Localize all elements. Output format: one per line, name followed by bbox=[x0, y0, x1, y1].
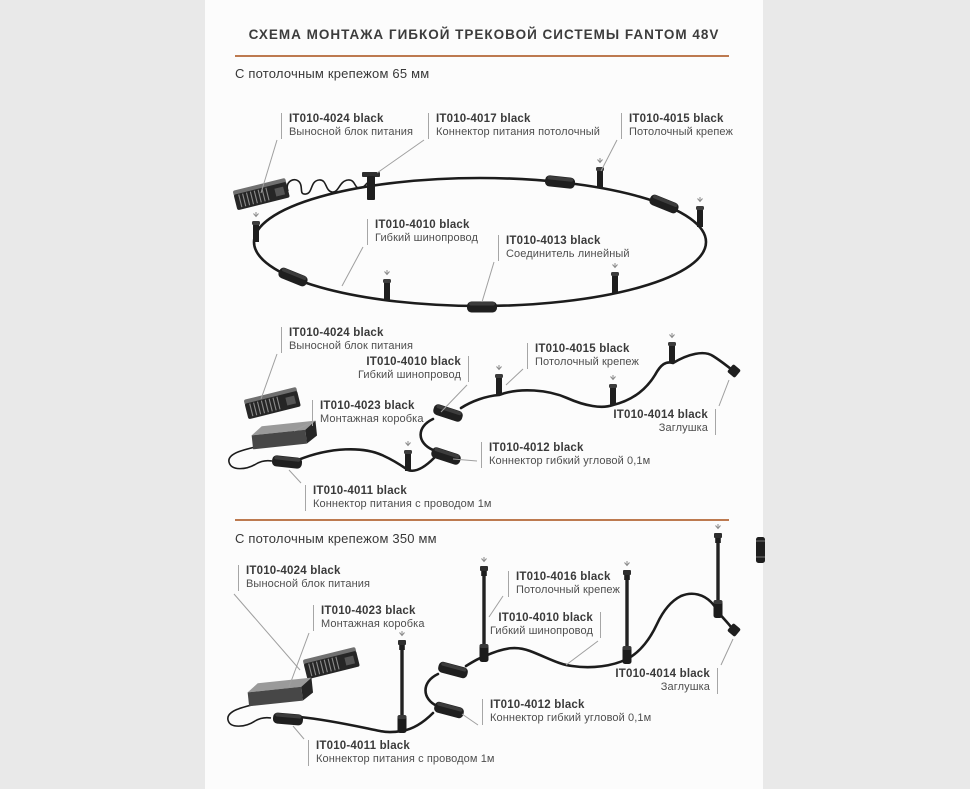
part-label-4015 bbox=[621, 113, 733, 139]
part-desc: Потолочный крепеж bbox=[535, 356, 639, 368]
part-label-4011 bbox=[305, 485, 492, 511]
page-title: СХЕМА МОНТАЖА ГИБКОЙ ТРЕКОВОЙ СИСТЕМЫ FANTOM 48V bbox=[248, 27, 720, 42]
part-label-4023 bbox=[313, 605, 425, 631]
part-desc: Заглушка bbox=[658, 422, 708, 434]
track-ellipse bbox=[254, 178, 706, 306]
power-supply-unit bbox=[233, 178, 290, 210]
part-desc: Потолочный крепеж bbox=[516, 584, 620, 596]
part-desc: Выносной блок питания bbox=[289, 126, 414, 138]
power-supply-unit bbox=[244, 387, 301, 419]
power-wire-loop bbox=[228, 703, 271, 726]
part-label-4024 bbox=[281, 327, 413, 353]
power-supply-unit bbox=[303, 647, 360, 679]
ceiling-rod-350 bbox=[714, 524, 723, 618]
part-desc: Коннектор гибкий угловой 0,1м bbox=[490, 712, 652, 724]
power-connector-wire bbox=[273, 712, 304, 726]
part-code: IT010-4010 black bbox=[375, 219, 470, 231]
part-label-4012 bbox=[481, 442, 650, 468]
part-desc: Коннектор гибкий угловой 0,1м bbox=[489, 455, 651, 467]
power-wire-loop bbox=[229, 445, 272, 469]
ceiling-mount-pin bbox=[696, 197, 704, 227]
part-desc: Выносной блок питания bbox=[289, 340, 414, 352]
part-label-4013 bbox=[498, 235, 630, 261]
ceiling-mount-pin bbox=[495, 365, 503, 395]
part-desc: Потолочный крепеж bbox=[629, 126, 733, 138]
part-label-4015 bbox=[527, 343, 639, 369]
section-heading-350mm: С потолочным крепежом 350 мм bbox=[235, 531, 437, 546]
part-desc: Гибкий шинопровод bbox=[357, 369, 461, 381]
part-desc: Гибкий шинопровод bbox=[489, 625, 593, 637]
flex-corner-connector bbox=[437, 661, 469, 679]
linear-connector bbox=[545, 175, 576, 189]
part-label-4011 bbox=[308, 740, 495, 766]
part-code: IT010-4017 black bbox=[436, 113, 531, 125]
linear-connector bbox=[648, 193, 680, 214]
ceiling-mount-pin bbox=[383, 270, 391, 300]
ceiling-mount-pin bbox=[609, 375, 617, 405]
ceiling-rod-350 bbox=[480, 557, 489, 662]
part-desc: Коннектор питания потолочный bbox=[436, 126, 600, 138]
part-code: IT010-4012 black bbox=[489, 442, 584, 454]
part-code: IT010-4011 black bbox=[316, 740, 410, 752]
part-label-4024 bbox=[281, 113, 413, 139]
part-code: IT010-4014 black bbox=[615, 668, 710, 680]
part-label-4010 bbox=[358, 356, 469, 382]
part-label-4010 bbox=[490, 612, 601, 638]
ceiling-rod-350 bbox=[398, 631, 407, 733]
part-label-4014 bbox=[613, 409, 716, 435]
part-label-4017 bbox=[428, 113, 600, 139]
part-desc: Монтажная коробка bbox=[321, 618, 425, 630]
part-code: IT010-4010 black bbox=[366, 356, 461, 368]
part-code: IT010-4014 black bbox=[613, 409, 708, 421]
mounting-box bbox=[251, 421, 318, 450]
part-label-4012 bbox=[482, 699, 651, 725]
edge-track-piece bbox=[756, 537, 765, 563]
part-code: IT010-4024 black bbox=[246, 565, 341, 577]
flex-corner-connector bbox=[432, 403, 464, 423]
part-code: IT010-4013 black bbox=[506, 235, 601, 247]
ceiling-mount-pin bbox=[404, 441, 412, 471]
part-code: IT010-4023 black bbox=[320, 400, 415, 412]
ceiling-mount-pin bbox=[252, 212, 260, 242]
ceiling-mount-pin bbox=[611, 263, 619, 293]
part-code: IT010-4011 black bbox=[313, 485, 407, 497]
part-desc: Монтажная коробка bbox=[320, 413, 424, 425]
part-label-4014 bbox=[615, 668, 718, 694]
ceiling-mount-pin bbox=[596, 158, 604, 188]
part-code: IT010-4012 black bbox=[490, 699, 585, 711]
power-connector-wire bbox=[272, 455, 303, 469]
part-label-4016 bbox=[508, 571, 620, 597]
linear-connector bbox=[277, 266, 309, 287]
power-wire-squiggle bbox=[287, 180, 369, 194]
part-desc: Выносной блок питания bbox=[246, 578, 371, 590]
part-code: IT010-4015 black bbox=[535, 343, 630, 355]
part-desc: Коннектор питания с проводом 1м bbox=[316, 753, 495, 765]
part-code: IT010-4016 black bbox=[516, 571, 611, 583]
section-heading-65mm: С потолочным крепежом 65 мм bbox=[235, 66, 430, 81]
part-label-4023 bbox=[312, 400, 424, 426]
mounting-box bbox=[247, 678, 314, 707]
part-code: IT010-4010 black bbox=[498, 612, 593, 624]
linear-connector bbox=[467, 302, 497, 313]
part-code: IT010-4024 black bbox=[289, 113, 384, 125]
ceiling-mount-pin bbox=[668, 333, 676, 363]
part-desc: Коннектор питания с проводом 1м bbox=[313, 498, 492, 510]
part-label-4024 bbox=[238, 565, 370, 591]
flex-corner-connector bbox=[433, 701, 465, 719]
flex-corner-connector bbox=[430, 446, 462, 466]
part-code: IT010-4023 black bbox=[321, 605, 416, 617]
part-desc: Заглушка bbox=[660, 681, 710, 693]
part-code: IT010-4015 black bbox=[629, 113, 724, 125]
part-desc: Гибкий шинопровод bbox=[375, 232, 479, 244]
ceiling-rod-350 bbox=[623, 561, 632, 664]
part-desc: Соединитель линейный bbox=[506, 248, 630, 260]
part-label-4010 bbox=[367, 219, 478, 245]
part-code: IT010-4024 black bbox=[289, 327, 384, 339]
